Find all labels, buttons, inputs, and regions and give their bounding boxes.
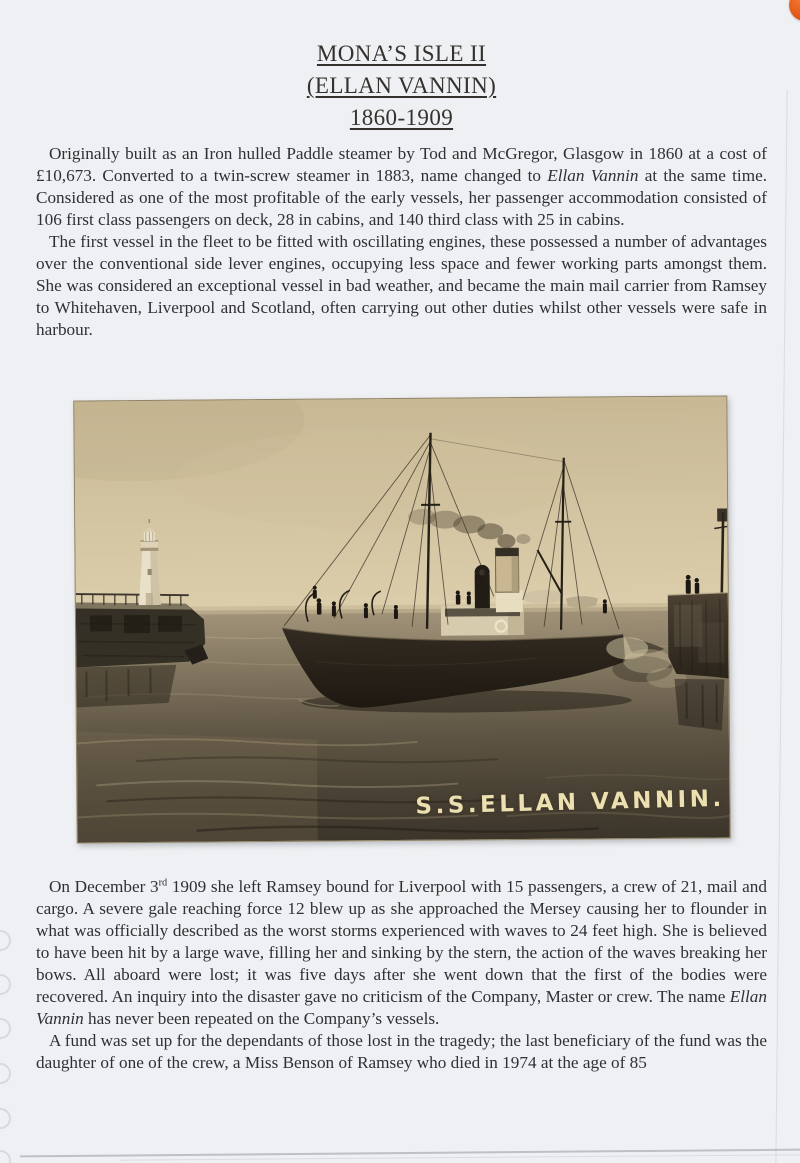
red-sticker [789,0,800,21]
binder-ring-mark [0,1150,11,1163]
page-title [36,38,767,134]
paragraph: Originally built as an Iron hulled Paddle steamer by Tod and McGregor, Glasgow in 1860 at a cost of £10,673. Converted to a twin-screw steamer in 1883, name changed to Ellan Vannin at the same time. Considered as one of the most profitable of the early vessels, her passenger accommodation consisted of 106 first class passengers on deck, 28 in cabins, and 140 third class with 25 in cabins. [36,144,767,229]
paragraphs-bottom [36,876,767,1074]
binder-ring-mark [0,1063,11,1084]
bridge-front [496,590,523,612]
binder-ring-mark [0,1018,11,1039]
photo-sky [74,396,728,614]
funnel [495,548,518,592]
title-line-2: (ELLAN VANNIN) [306,73,497,98]
photo-scene [74,396,729,842]
photo-caption: S.S.ELLAN VANNIN. [415,785,725,820]
page-right-edge [775,90,787,1163]
paragraph: The first vessel in the fleet to be fitted with oscillating engines, these possessed a number of advantages over the conventional side lever engines, occupying less space and fewer working parts amongst them. She was considered an exceptional vessel in bad weather, and became the main mail carrier from Ramsey to Whitehaven, Liverpool and Scotland, often carrying out other duties whilst other vessels were safe in harbour. [36,232,767,339]
paragraphs-top [36,143,767,341]
binder-ring-mark [0,930,11,951]
title-line-3: 1860-1909 [349,105,454,130]
page-bottom-edge-faint [120,1154,800,1160]
ship-photograph [73,395,730,843]
binder-ring-mark [0,974,11,995]
paragraph: A fund was set up for the dependants of those lost in the tragedy; the last beneficiary of the fund was the daughter of one of the crew, a Miss Benson of Ramsey who died in 1974 at the age of 85 [36,1031,767,1072]
paragraph: On December 3rd 1909 she left Ramsey bound for Liverpool with 15 passengers, a crew of 21, mail and cargo. A severe gale reaching force 12 blew up as she approached the Mersey causing her to flounder in what was officially described as the worst storms experienced with waves to 24 feet high. She is believed to have been hit by a large wave, filling her and sinking by the stern, the action of the waves breaking her bows. All aboard were lost; it was five days after she went down that the first of the bodies were recovered. An inquiry into the disaster gave no criticism of the Company, Master or crew. The name Ellan Vannin has never been repeated on the Company’s vessels. [36,877,767,1028]
binder-ring-mark [0,1108,11,1129]
title-line-1: MONA’S ISLE II [316,41,487,66]
